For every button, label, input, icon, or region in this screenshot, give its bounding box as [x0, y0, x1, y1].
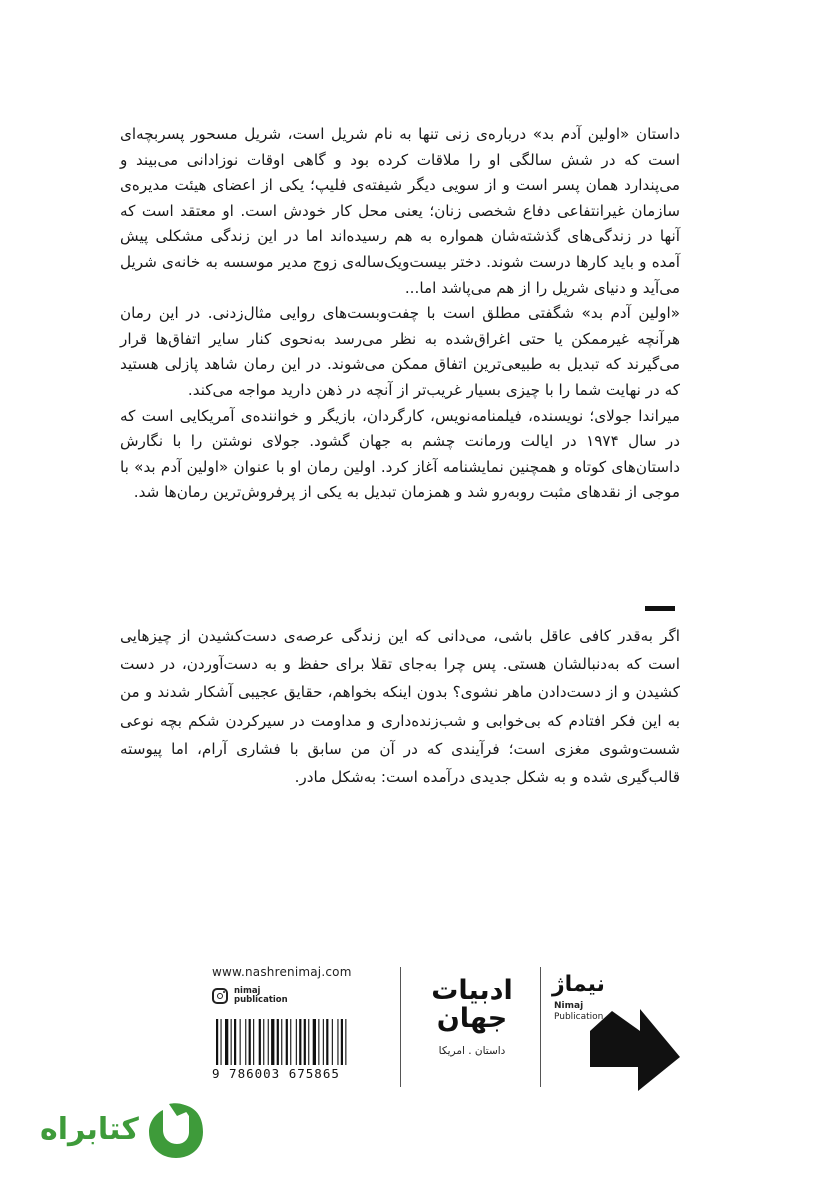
- footer-separator-1: [400, 967, 401, 1087]
- instagram-icon: [212, 988, 228, 1004]
- series-logo: [426, 977, 518, 1057]
- series-subtitle: داستان . امریکا: [438, 1045, 506, 1057]
- publisher-en-line-1: Nimaj: [554, 1001, 584, 1011]
- publisher-mark-icon: [582, 1003, 680, 1093]
- publisher-logo: [552, 973, 680, 1093]
- section-divider: [645, 606, 675, 611]
- instagram-handle: [212, 987, 392, 1005]
- isbn-barcode: [212, 1019, 372, 1081]
- ketabrah-logo-icon: [147, 1100, 205, 1160]
- isbn-number: 9 786003 675865: [212, 1066, 340, 1081]
- description-paragraph-2: «اولین آدم بد» شگفتی مطلق است با چفت‌وبست‌های روایی مثال‌زدنی. در این رمان هرآنچه غیرممکن یا حتی اغراق‌شده به نظر می‌رسد به‌نحوی کنار سایر اتفاق‌ها قرار می‌گیرند که تبدیل به طبیعی‌ترین اتفاق ممکن می‌شوند. در این رمان شاهد پازلی هستید که در نهایت شما را با چیزی بسیار غریب‌تر از آنچه در ذهن دارید مواجه می‌کند.: [120, 304, 680, 399]
- website-url: www.nashrenimaj.com: [212, 965, 352, 979]
- book-description: [120, 122, 680, 506]
- instagram-line-2: publication: [234, 995, 288, 1005]
- publisher-en-line-2: Publication: [554, 1012, 604, 1022]
- instagram-text: [234, 987, 288, 1005]
- ketabrah-brand-text: کتابراه: [40, 1112, 139, 1147]
- instagram-line-1: nimaj: [234, 986, 261, 996]
- barcode-bars-icon: [212, 1019, 372, 1065]
- series-title-line-2: جهان: [436, 1003, 508, 1034]
- description-paragraph-1: داستان «اولین آدم بد» درباره‌ی زنی تنها به نام شریل است، شریل مسحور پسربچه‌ای است که در شش سالگی او را ملاقات کرده بود و گاهی اوقات نوزادانی می‌بیند و می‌پندارد همان پسر است و از سویی دیگر شیفته‌ی فلیپ؛ یکی از اعضای هیئت مدیره‌ی سازمان غیرانتفاعی دفاع شخصی زنان؛ یعنی محل کار خودش است. او معتقد است که آنها در زندگی‌های گذشته‌شان همواره به هم رسیده‌اند اما در این زندگی مشکلی پیش آمده و باید کارها درست شوند. دختر بیست‌ویک‌ساله‌ی زوج مدیر موسسه به خانه‌ی شریل می‌آید و دنیای شریل را از هم می‌پاشد اما...: [120, 125, 680, 297]
- book-quote: [120, 622, 680, 791]
- publisher-name: نیماژ: [552, 972, 605, 997]
- ketabrah-watermark: [40, 1095, 220, 1165]
- contact-and-barcode: [212, 965, 392, 1081]
- quote-text: اگر به‌قدر کافی عاقل باشی، می‌دانی که این زندگی عرصه‌ی دست‌کشیدن از چیزهایی است که به‌دنبالشان هستی. پس چرا به‌جای تقلا برای حفظ و به دست‌آوردن، در دست کشیدن و از دست‌دادن ماهر نشوی؟ بدون اینکه بخواهم، حقایق عجیبی آشکار شدند و من به این فکر افتادم که بی‌خوابی و شب‌زنده‌داری و مداومت در سیرکردن شکم بچه نوعی شست‌وشوی مغزی است؛ فرآیندی که در آن من سابق با فشاری آرام، اما پیوسته قالب‌گیری شده و به شکل جدیدی درآمده است: به‌شکل مادر.: [120, 627, 680, 787]
- footer-separator-2: [540, 967, 541, 1087]
- description-paragraph-3: میراندا جولای؛ نویسنده، فیلمنامه‌نویس، کارگردان، بازیگر و خواننده‌ی آمریکایی است که در سال ۱۹۷۴ در ایالت ورمانت چشم به جهان گشود. جولای نوشتن را با نگارش داستان‌های کوتاه و همچنین نمایشنامه آغاز کرد. اولین رمان او با عنوان «اولین آدم بد» با موجی از نقدهای مثبت روبه‌رو شد و همزمان تبدیل به یکی از پرفروش‌ترین رمان‌ها شد.: [120, 406, 681, 502]
- publisher-footer: [200, 965, 680, 1095]
- series-title-line-1: ادبیات: [431, 975, 513, 1006]
